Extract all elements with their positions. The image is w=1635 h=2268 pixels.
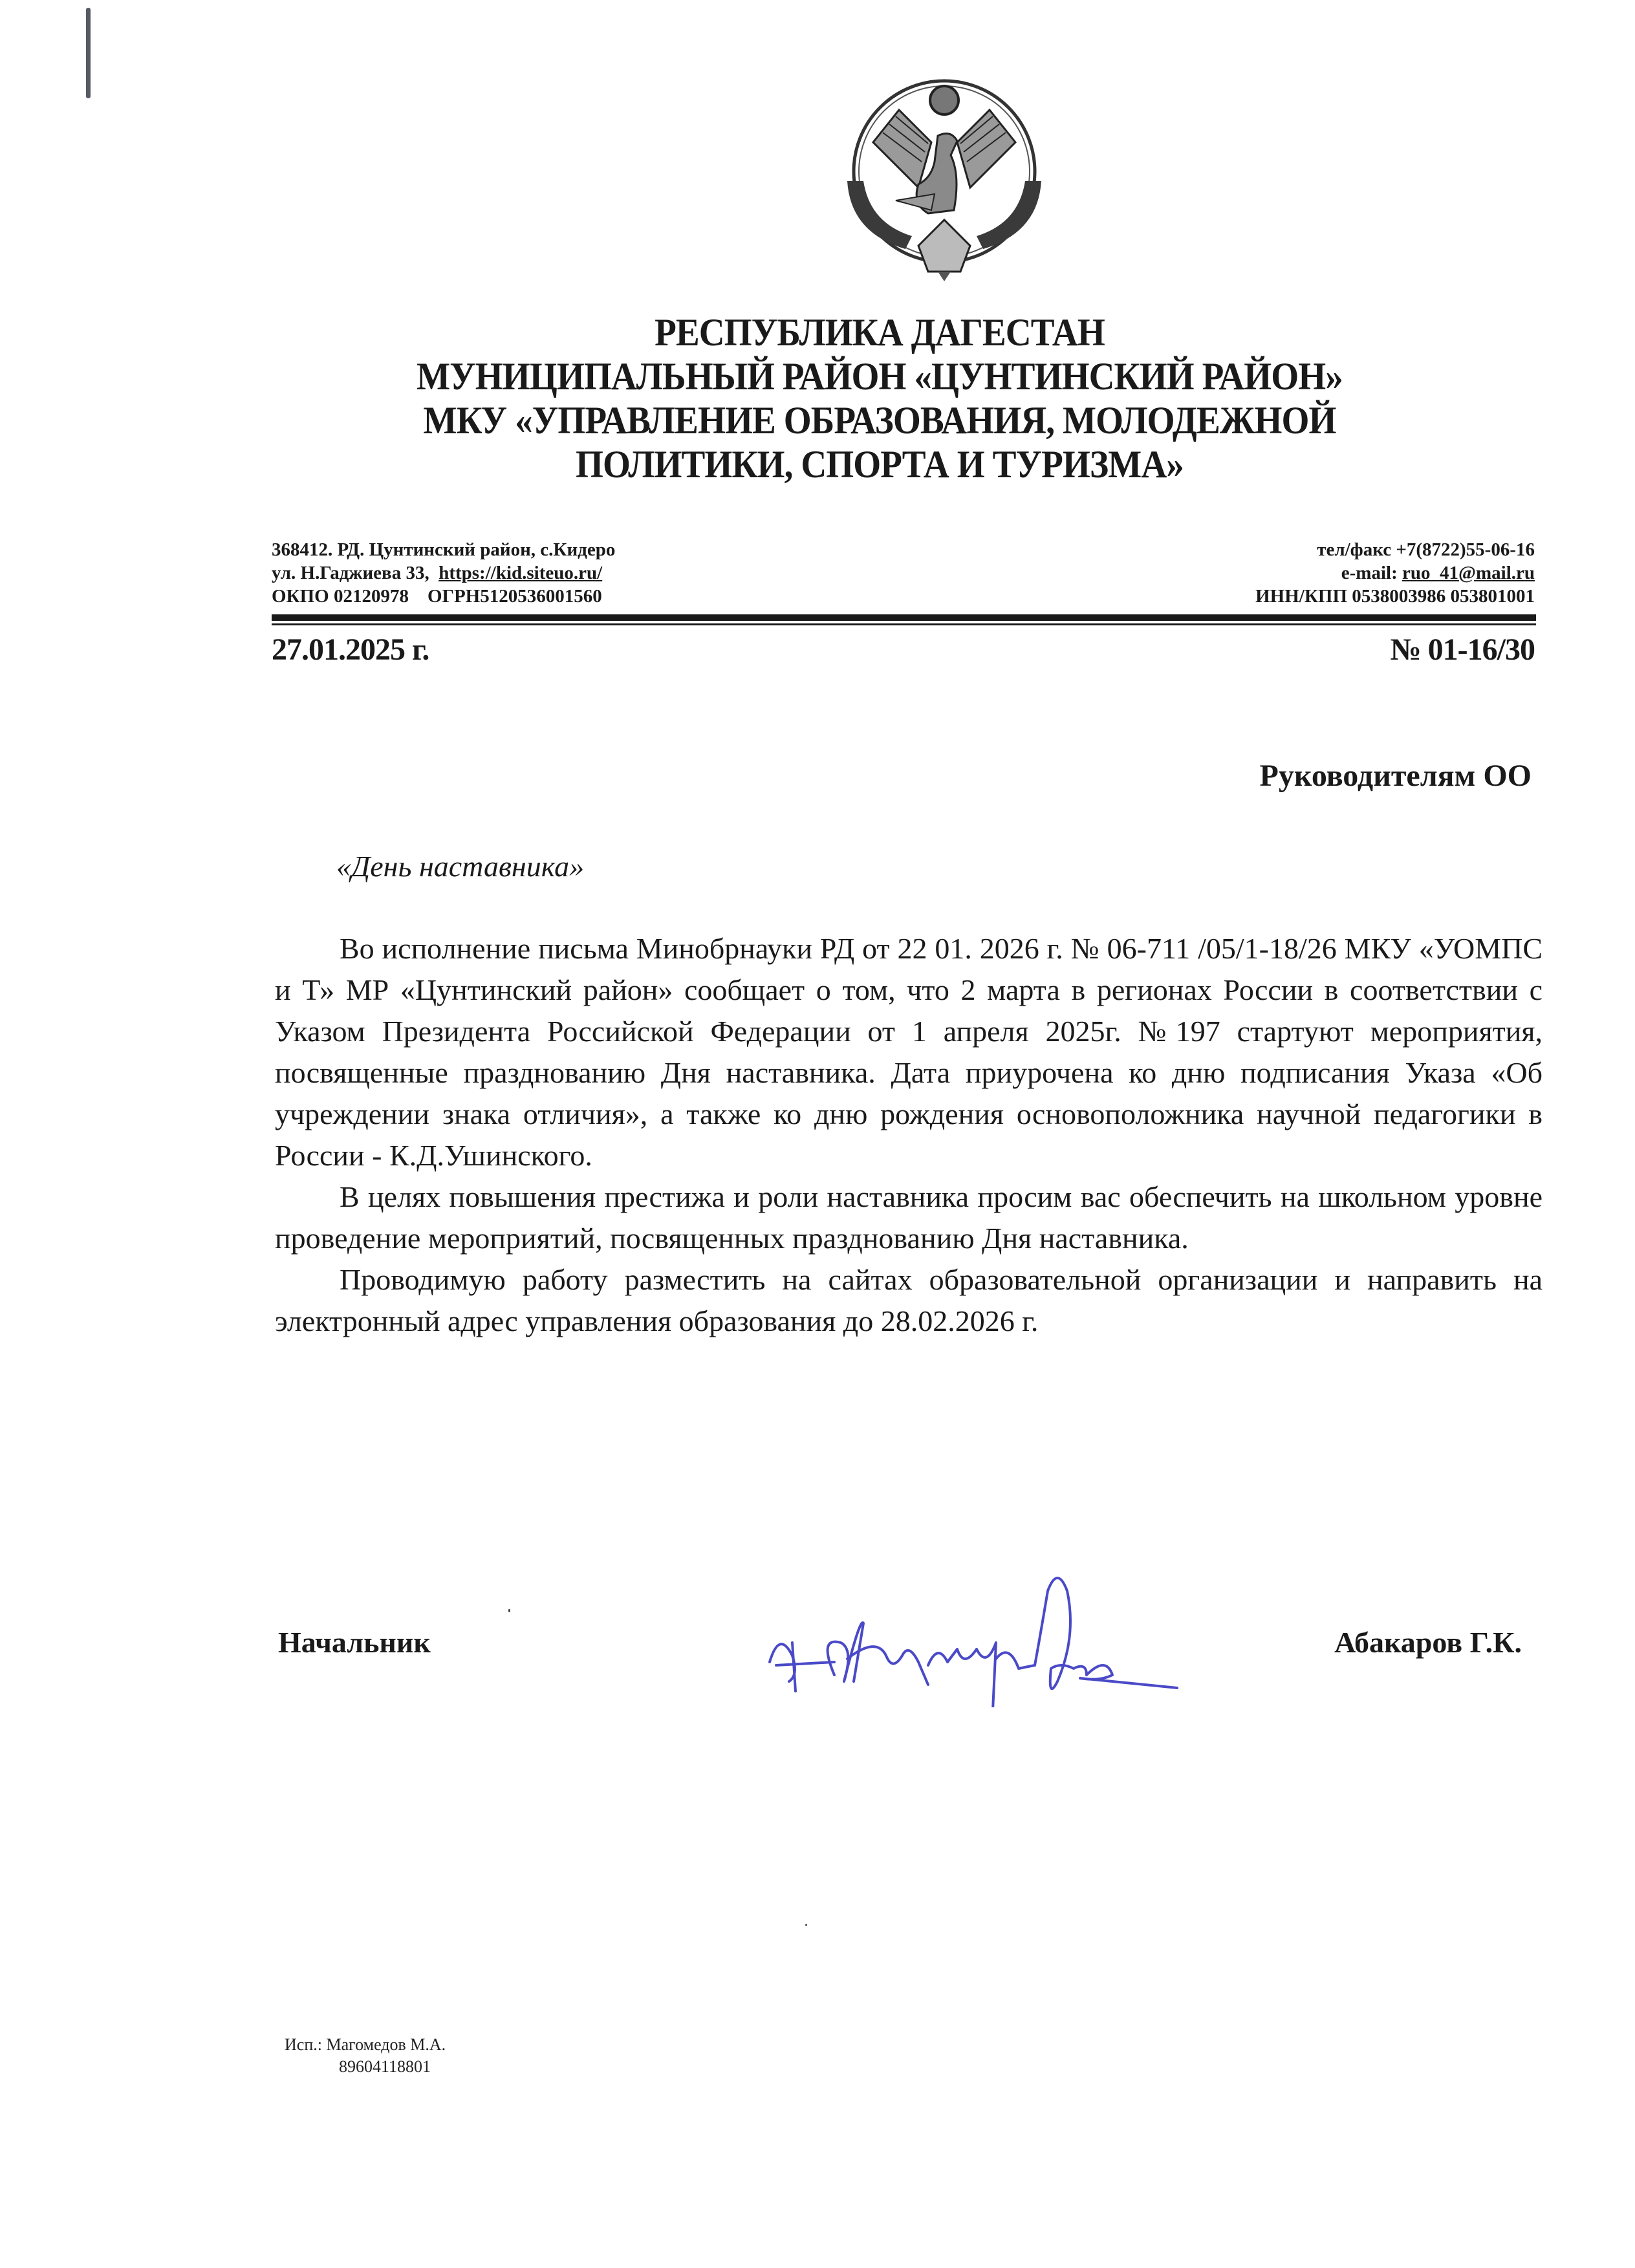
executor-name: Исп.: Магомедов М.А. bbox=[285, 2035, 446, 2054]
document-body bbox=[275, 928, 1543, 1342]
signatory-name: Абакаров Г.К. bbox=[1334, 1626, 1522, 1659]
email-label: e-mail: bbox=[1341, 563, 1398, 583]
address: 368412. РД. Цунтинский район, с.Кидеро bbox=[272, 539, 616, 560]
document-subject: «День наставника» bbox=[336, 850, 585, 883]
staple-mark bbox=[86, 8, 91, 98]
signatory-position: Начальник bbox=[278, 1626, 431, 1659]
scan-speck bbox=[508, 1609, 510, 1612]
requisites-right bbox=[1255, 538, 1535, 608]
okpo: ОКПО 02120978 bbox=[272, 586, 409, 607]
executor-info bbox=[285, 2034, 446, 2078]
scan-speck bbox=[805, 1924, 807, 1926]
street-line bbox=[272, 561, 615, 585]
website-link[interactable]: https://kid.siteuo.ru/ bbox=[439, 563, 603, 583]
executor-phone: 89604118801 bbox=[339, 2057, 431, 2076]
phone-fax: тел/факс +7(8722)55-06-16 bbox=[1317, 539, 1535, 560]
title-line-2: МУНИЦИПАЛЬНЫЙ РАЙОН «ЦУНТИНСКИЙ РАЙОН» bbox=[416, 355, 1343, 398]
requisites-left bbox=[272, 538, 615, 608]
organization-title bbox=[296, 310, 1462, 486]
header-divider-thick bbox=[272, 614, 1536, 621]
body-paragraph-3: Проводимую работу разместить на сайтах образовательной организации и направить на электронный адрес управления образования до 28.02.2026 г. bbox=[275, 1263, 1543, 1337]
inn-kpp: ИНН/КПП 0538003986 053801001 bbox=[1255, 586, 1535, 607]
addressee: Руководителям ОО bbox=[1259, 759, 1532, 793]
email-link[interactable]: ruo_41@mail.ru bbox=[1402, 563, 1535, 583]
email-line bbox=[1255, 561, 1535, 585]
header-divider-thin bbox=[272, 623, 1536, 625]
document-date: 27.01.2025 г. bbox=[272, 632, 429, 667]
title-line-4: ПОЛИТИКИ, СПОРТА И ТУРИЗМА» bbox=[576, 443, 1184, 486]
title-line-1: РЕСПУБЛИКА ДАГЕСТАН bbox=[655, 311, 1105, 354]
handwritten-signature bbox=[763, 1552, 1255, 1707]
body-paragraph-2: В целях повышения престижа и роли наставника просим вас обеспечить на школьном уровне проведение мероприятий, посвященных празднованию Дня наставника. bbox=[275, 1180, 1543, 1255]
dagestan-coat-of-arms-icon bbox=[821, 65, 1067, 285]
ogrn: ОГРН5120536001560 bbox=[427, 586, 602, 607]
body-paragraph-1: Во исполнение письма Минобрнауки РД от 22 01. 2026 г. № 06-711 /05/1-18/26 МКУ «УОМПС и Т» МР «Цунтинский район» сообщает о том, что 2 марта в регионах России в соответствии с Указом Президента Российской Федерации от 1 апреля 2025г. №197 стартуют мероприятия, посвященные празднованию Дня наставника. Дата приурочена ко дню подписания Указа «Об учреждении знака отличия», а также ко дню рождения основоположника научной педагогики в России - К.Д.Ушинского. bbox=[275, 932, 1543, 1172]
codes-line bbox=[272, 585, 615, 608]
title-line-3: МКУ «УПРАВЛЕНИЕ ОБРАЗОВАНИЯ, МОЛОДЕЖНОЙ bbox=[423, 399, 1336, 442]
street: ул. Н.Гаджиева 33, bbox=[272, 563, 429, 583]
document-number: № 01-16/30 bbox=[1390, 632, 1535, 667]
